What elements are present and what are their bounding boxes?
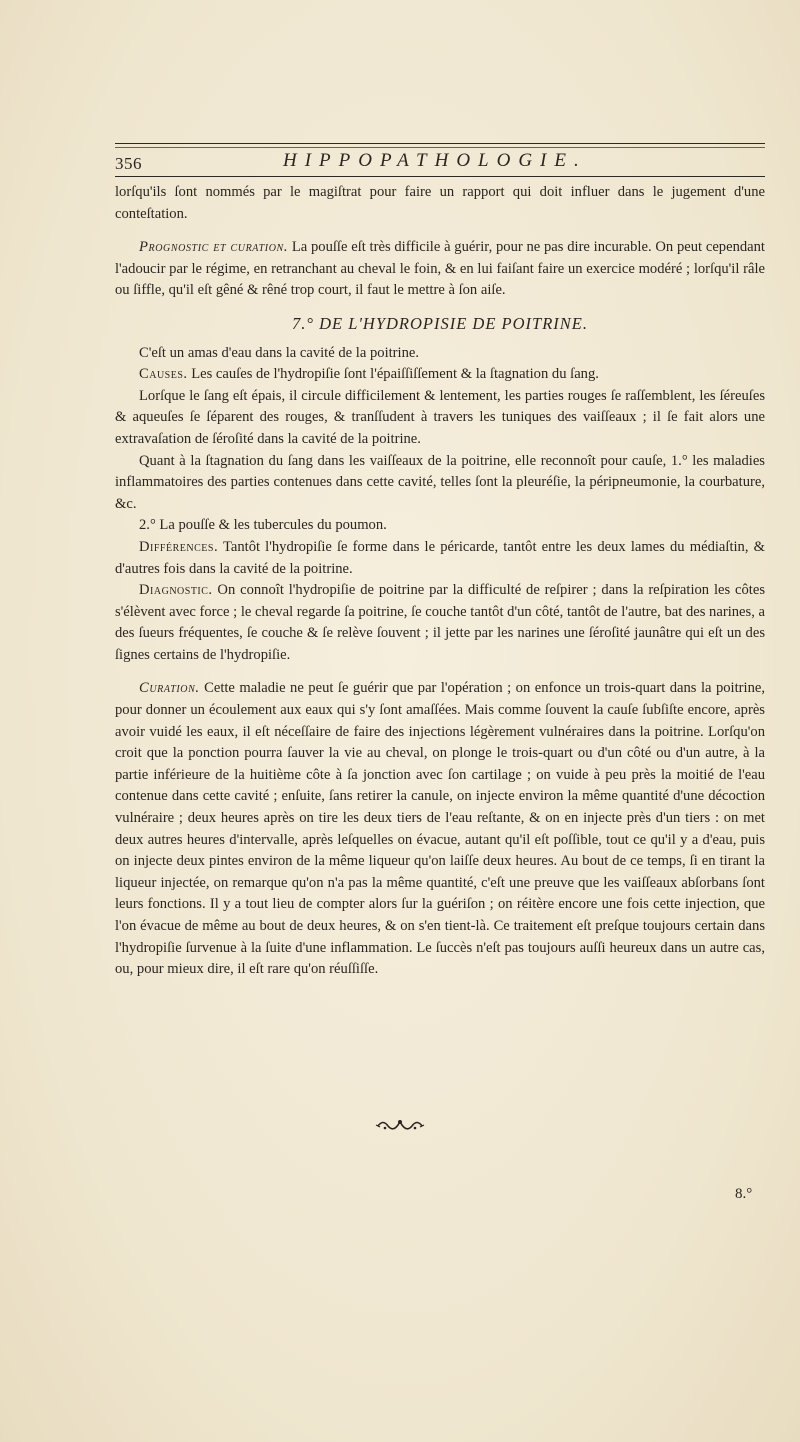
paragraph-text-curation: Cette maladie ne peut ſe guérir que par l'opération ; on enfonce un trois-quart dans la poitrine, pour donner un écoulement aux eaux qui s'y ſont amaſſées. Mais comme ſouvent la cauſe ſubſiſte encore, après avoir vuidé les eaux, il eſt néceſſaire de faire des injections légèrement vulnéraires dans la poitrine. Lorſqu'on croit que la ponction pourra ſauver la vie au cheval, on plonge le trois-quart ou d'un côté ou d'un autre, à la partie inférieure de la huitième côte à ſa jonction avec ſon cartilage ; on vuide à peu près la moitié de l'eau contenue dans cette cavité ; enſuite, ſans retirer la canule, on injecte environ la même quantité d'une décoction vulnéraire ; deux heures après on tire les deux tiers de l'eau reſtante, & on en injecte près d'un tiers : on met deux autres heures d'intervalle, après leſquelles on évacue, autant qu'il eſt poſſible, tout ce qu'il y a d'eau, puis on injecte deux pintes environ de la même liqueur qu'on laiſſe deux heures. Au bout de ce temps, ſi en tirant la liqueur injectée, on remarque qu'on n'a pas la même quantité, c'eſt une preuve que les vaiſſeaux abſorbans ſont leurs fonctions. Il y a tout lieu de compter alors ſur la guériſon ; on réitère encore une fois cette injection, que l'on évacue de même au bout de deux heures, & on s'en tient-là. Ce traitement eſt preſque toujours certain dans l'hydropiſie ſurvenue à la ſuite d'une inflammation. Le ſuccès n'eſt pas toujours auſſi heureux dans un autre cas, ou, pour mieux dire, il eſt rare qu'on réuſſiſſe.	[115, 680, 765, 978]
paragraph-definition: C'eſt un amas d'eau dans la cavité de la poitrine.	[139, 344, 420, 361]
header-rule-top-thin	[115, 147, 765, 148]
paragraph-causes	[115, 364, 765, 386]
paragraph-diagnostic	[115, 580, 765, 666]
header-rule-top	[115, 143, 765, 144]
paragraph-differences	[115, 537, 765, 580]
header-rule-bottom	[115, 176, 765, 177]
paragraph-text-causes: Les cauſes de l'hydropiſie ſont l'épaiſſiſſement & la ſtagnation du ſang.	[187, 366, 599, 383]
paragraph-stagnation: Quant à la ſtagnation du ſang dans les vaiſſeaux de la poitrine, elle reconnoît pour cauſe, 1.° les maladies inflammatoires des parties contenues dans cette cavité, telles ſont la pleuréſie, la péripneumonie, la courbature, &c.	[115, 452, 765, 512]
paragraph-label-curation: Curation.	[139, 680, 200, 697]
paragraph-label-differences: Différences.	[139, 538, 219, 555]
paragraph-text-differences: Tantôt l'hydropiſie ſe forme dans le péricarde, tantôt entre les deux lames du médiaſtin, & d'autres fois dans la cavité de la poitrine.	[115, 538, 765, 577]
paragraph-prognostic	[115, 237, 765, 302]
paragraph-text-prognostic: La pouſſe eſt très difficile à guérir, pour ne pas dire incurable. On peut cependant l'adoucir par le régime, en retranchant au cheval le foin, & en lui faiſant faire un exercice modéré ; lorſqu'il râle ou ſiffle, qu'il eſt gêné & rêné trop court, il faut le mettre à ſon aiſe.	[115, 239, 765, 299]
page-header	[115, 150, 765, 178]
paragraph-label-causes: Causes.	[139, 366, 188, 383]
page-body	[115, 182, 765, 981]
page-number: 356	[115, 154, 142, 173]
ornament-vignette-icon	[375, 1116, 425, 1134]
catchword: 8.°	[735, 1186, 753, 1202]
running-title: HIPPOPATHOLOGIE.	[283, 150, 587, 171]
paragraph-curation	[115, 678, 765, 980]
paragraph-blood: Lorſque le ſang eſt épais, il circule difficilement & lentement, les parties rouges ſe raſſemblent, les ſéreuſes & aqueuſes ſe ſéparent des rouges, & tranſſudent à travers les tuniques des vaiſſeaux ; il ſe fait alors une extravaſation de ſéroſité dans la cavité de la poitrine.	[115, 387, 765, 447]
paragraph-label-prognostic: Prognostic et curation.	[139, 239, 289, 256]
paragraph-label-diagnostic: Diagnostic.	[139, 582, 213, 599]
paragraph-pousse: 2.° La pouſſe & les tubercules du poumon.	[139, 517, 387, 534]
paragraph-text-diagnostic: On connoît l'hydropiſie de poitrine par la difficulté de reſpirer ; dans la reſpiration les côtes s'élèvent avec force ; le cheval regarde ſa poitrine, ſe couche tantôt d'un côté, tantôt de l'autre, bat des narines, a des ſueurs fréquentes, ſe couche & ſe relève ſouvent ; il jette par les narines une ſéroſité jaunâtre qui eſt un des ſignes certains de l'hydropiſie.	[115, 582, 765, 663]
section-title: 7.° DE L'HYDROPISIE DE POITRINE.	[291, 313, 589, 333]
paragraph-continuation: lorſqu'ils ſont nommés par le magiſtrat pour faire un rapport qui doit influer dans le jugement d'une conteſtation.	[115, 184, 765, 222]
